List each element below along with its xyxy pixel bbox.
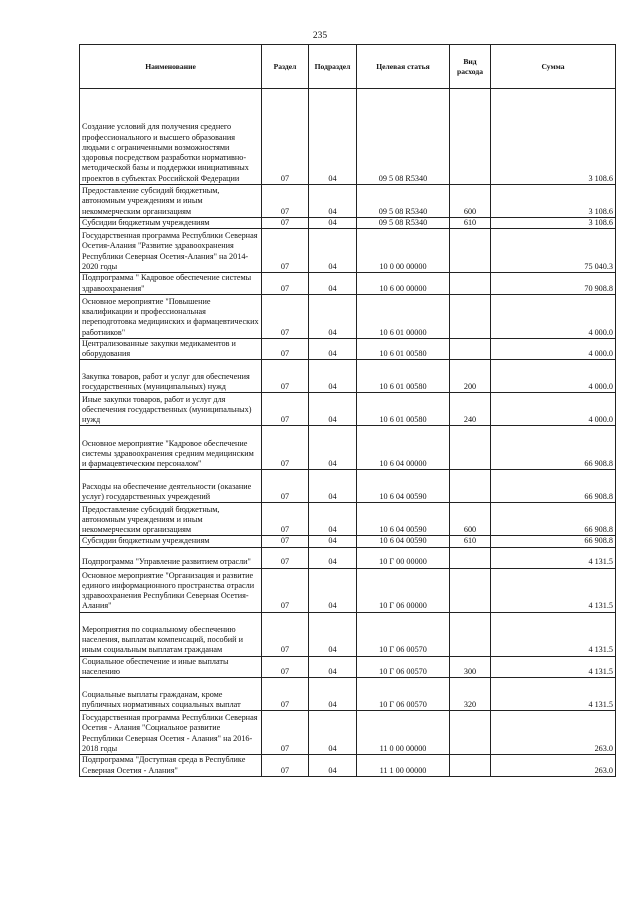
row-section: 07	[262, 470, 309, 503]
row-section: 07	[262, 711, 309, 755]
row-sum: 263.0	[491, 755, 616, 777]
row-target: 10 Г 06 00570	[357, 612, 450, 656]
row-subsection: 04	[309, 294, 357, 338]
row-name: Субсидии бюджетным учреждениям	[80, 218, 262, 229]
row-section: 07	[262, 360, 309, 393]
table-row	[80, 678, 616, 711]
row-name: Иные закупки товаров, работ и услуг для обеспечения государственных (муниципальных) нужд	[80, 393, 262, 426]
row-target: 09 5 08 R5340	[357, 89, 450, 185]
row-section: 07	[262, 568, 309, 612]
row-section: 07	[262, 338, 309, 360]
row-section: 07	[262, 273, 309, 295]
row-section: 07	[262, 294, 309, 338]
row-expense-type	[450, 273, 491, 295]
row-name: Основное мероприятие "Повышение квалификации и профессиональная переподготовка медицинских и фармацевтических работников"	[80, 294, 262, 338]
row-subsection: 04	[309, 568, 357, 612]
row-subsection: 04	[309, 393, 357, 426]
table-row	[80, 656, 616, 678]
row-sum: 4 131.5	[491, 547, 616, 568]
row-target: 10 Г 00 00000	[357, 547, 450, 568]
budget-table	[79, 44, 616, 777]
row-name: Закупка товаров, работ и услуг для обеспечения государственных (муниципальных) нужд	[80, 360, 262, 393]
header-name: Наименование	[80, 45, 262, 89]
row-name: Государственная программа Республики Северная Осетия - Алания "Социальное развитие Республики Северная Осетия - Алания" на 2016-2018 годы	[80, 711, 262, 755]
row-sum: 4 131.5	[491, 678, 616, 711]
row-expense-type	[450, 711, 491, 755]
row-target: 10 6 01 00580	[357, 338, 450, 360]
table-row	[80, 185, 616, 218]
row-subsection: 04	[309, 273, 357, 295]
row-section: 07	[262, 393, 309, 426]
row-expense-type: 300	[450, 656, 491, 678]
row-name: Подпрограмма "Доступная среда в Республике Северная Осетия - Алания"	[80, 755, 262, 777]
row-subsection: 04	[309, 536, 357, 547]
row-expense-type: 600	[450, 503, 491, 536]
row-subsection: 04	[309, 470, 357, 503]
row-subsection: 04	[309, 89, 357, 185]
row-expense-type: 240	[450, 393, 491, 426]
table-row	[80, 273, 616, 295]
row-target: 09 5 08 R5340	[357, 218, 450, 229]
row-subsection: 04	[309, 711, 357, 755]
row-section: 07	[262, 656, 309, 678]
row-expense-type	[450, 426, 491, 470]
row-sum: 4 131.5	[491, 656, 616, 678]
row-target: 10 6 01 00000	[357, 294, 450, 338]
row-section: 07	[262, 547, 309, 568]
table-row	[80, 470, 616, 503]
row-expense-type	[450, 338, 491, 360]
table-row	[80, 536, 616, 547]
row-target: 10 6 04 00590	[357, 536, 450, 547]
row-sum: 66 908.8	[491, 426, 616, 470]
row-sum: 4 000.0	[491, 393, 616, 426]
table-header-row	[80, 45, 616, 89]
table-row	[80, 612, 616, 656]
table-row	[80, 218, 616, 229]
row-target: 10 6 04 00590	[357, 470, 450, 503]
row-section: 07	[262, 426, 309, 470]
table-row	[80, 89, 616, 185]
table-row	[80, 360, 616, 393]
row-subsection: 04	[309, 338, 357, 360]
row-sum: 66 908.8	[491, 536, 616, 547]
row-target: 10 0 00 00000	[357, 229, 450, 273]
row-section: 07	[262, 503, 309, 536]
row-subsection: 04	[309, 229, 357, 273]
row-sum: 66 908.8	[491, 503, 616, 536]
row-sum: 3 108.6	[491, 185, 616, 218]
row-sum: 4 131.5	[491, 612, 616, 656]
row-subsection: 04	[309, 678, 357, 711]
row-expense-type: 610	[450, 536, 491, 547]
row-name: Социальное обеспечение и иные выплаты населению	[80, 656, 262, 678]
row-expense-type	[450, 612, 491, 656]
row-expense-type	[450, 470, 491, 503]
row-subsection: 04	[309, 612, 357, 656]
row-target: 09 5 08 R5340	[357, 185, 450, 218]
row-name: Централизованные закупки медикаментов и оборудования	[80, 338, 262, 360]
row-expense-type	[450, 89, 491, 185]
row-target: 10 6 04 00590	[357, 503, 450, 536]
row-subsection: 04	[309, 218, 357, 229]
row-expense-type	[450, 568, 491, 612]
row-sum: 4 000.0	[491, 338, 616, 360]
row-sum: 263.0	[491, 711, 616, 755]
row-section: 07	[262, 218, 309, 229]
row-name: Создание условий для получения среднего профессионального и высшего образования людьми с ограниченными возможностями здоровья посредством разработки нормативно-методической базы и поддержки инициативных проектов в субъектах Российской Федерации	[80, 89, 262, 185]
row-expense-type	[450, 547, 491, 568]
row-section: 07	[262, 229, 309, 273]
row-target: 10 Г 06 00570	[357, 678, 450, 711]
row-name: Основное мероприятие "Кадровое обеспечение системы здравоохранения средним медицинским и фармацевтическим персоналом"	[80, 426, 262, 470]
row-subsection: 04	[309, 360, 357, 393]
row-target: 11 0 00 00000	[357, 711, 450, 755]
row-subsection: 04	[309, 547, 357, 568]
header-sum: Сумма	[491, 45, 616, 89]
header-section: Раздел	[262, 45, 309, 89]
row-subsection: 04	[309, 185, 357, 218]
row-name: Подпрограмма " Кадровое обеспечение системы здравоохранения"	[80, 273, 262, 295]
row-section: 07	[262, 678, 309, 711]
table-row	[80, 755, 616, 777]
row-section: 07	[262, 185, 309, 218]
row-subsection: 04	[309, 426, 357, 470]
row-name: Предоставление субсидий бюджетным, автономным учреждениям и иным некоммерческим организациям	[80, 185, 262, 218]
row-expense-type: 320	[450, 678, 491, 711]
row-sum: 4 000.0	[491, 360, 616, 393]
table-row	[80, 393, 616, 426]
row-name: Социальные выплаты гражданам, кроме публичных нормативных социальных выплат	[80, 678, 262, 711]
row-sum: 66 908.8	[491, 470, 616, 503]
row-target: 10 6 00 00000	[357, 273, 450, 295]
row-name: Государственная программа Республики Северная Осетия-Алания "Развитие здравоохранения Республики Северная Осетия-Алания" на 2014-2020 годы	[80, 229, 262, 273]
row-name: Предоставление субсидий бюджетным, автономным учреждениям и иным некоммерческим организациям	[80, 503, 262, 536]
table-row	[80, 568, 616, 612]
page-number: 235	[312, 31, 328, 41]
row-section: 07	[262, 89, 309, 185]
row-subsection: 04	[309, 656, 357, 678]
table-row	[80, 503, 616, 536]
row-section: 07	[262, 536, 309, 547]
row-section: 07	[262, 612, 309, 656]
row-name: Мероприятия по социальному обеспечению населения, выплатам компенсаций, пособий и иным социальным выплатам гражданам	[80, 612, 262, 656]
row-expense-type: 610	[450, 218, 491, 229]
row-target: 10 6 01 00580	[357, 393, 450, 426]
row-subsection: 04	[309, 503, 357, 536]
row-name: Субсидии бюджетным учреждениям	[80, 536, 262, 547]
row-sum: 70 908.8	[491, 273, 616, 295]
row-name: Расходы на обеспечение деятельности (оказание услуг) государственных учреждений	[80, 470, 262, 503]
row-expense-type	[450, 294, 491, 338]
table-row	[80, 338, 616, 360]
row-expense-type	[450, 229, 491, 273]
row-expense-type	[450, 755, 491, 777]
row-expense-type: 200	[450, 360, 491, 393]
table-row	[80, 711, 616, 755]
row-section: 07	[262, 755, 309, 777]
row-sum: 75 040.3	[491, 229, 616, 273]
row-sum: 4 000.0	[491, 294, 616, 338]
row-sum: 4 131.5	[491, 568, 616, 612]
header-target: Целевая статья	[357, 45, 450, 89]
row-target: 10 6 01 00580	[357, 360, 450, 393]
row-target: 10 6 04 00000	[357, 426, 450, 470]
table-row	[80, 547, 616, 568]
row-sum: 3 108.6	[491, 89, 616, 185]
row-target: 11 1 00 00000	[357, 755, 450, 777]
header-expense-type: Вид расхода	[450, 45, 491, 89]
header-subsection: Подраздел	[309, 45, 357, 89]
row-sum: 3 108.6	[491, 218, 616, 229]
row-name: Подпрограмма "Управление развитием отрасли"	[80, 547, 262, 568]
row-name: Основное мероприятие "Организация и развитие единого информационного пространства отрасли здравоохранения Республики Северная Осетия-Алания"	[80, 568, 262, 612]
table-row	[80, 229, 616, 273]
row-expense-type: 600	[450, 185, 491, 218]
row-subsection: 04	[309, 755, 357, 777]
row-target: 10 Г 06 00570	[357, 656, 450, 678]
table-row	[80, 294, 616, 338]
row-target: 10 Г 06 00000	[357, 568, 450, 612]
table-row	[80, 426, 616, 470]
